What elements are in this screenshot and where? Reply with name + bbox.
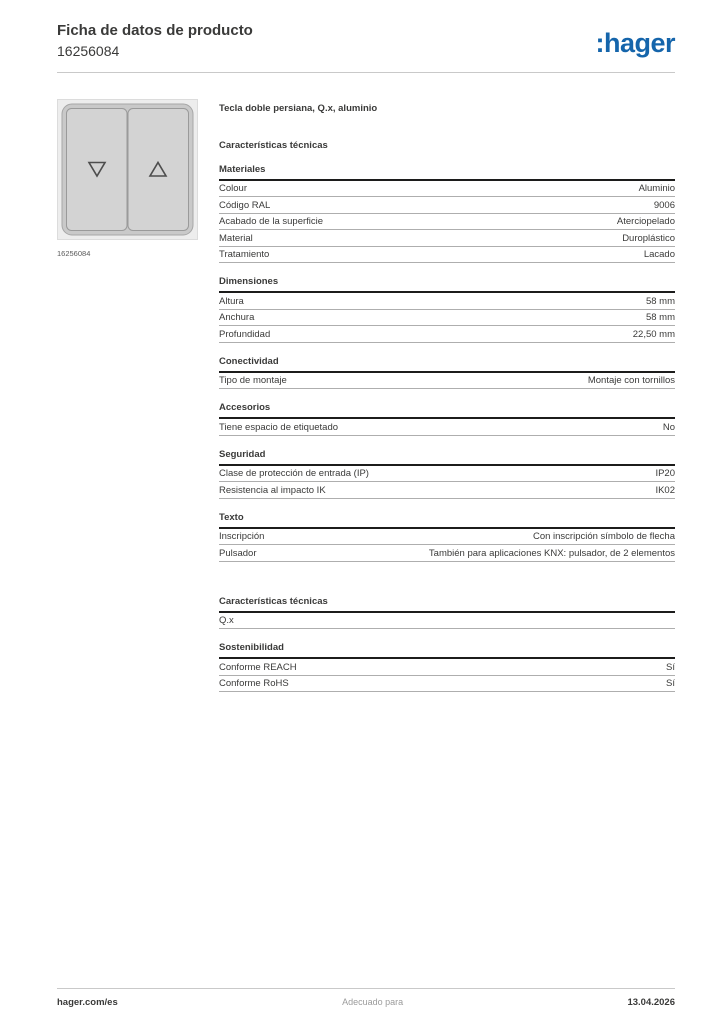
spec-row xyxy=(219,181,675,198)
spec-row-label: Clase de protección de entrada (IP) xyxy=(219,468,369,480)
spec-row-value: Lacado xyxy=(643,249,675,261)
spec-row xyxy=(219,293,675,310)
spec-row-label: Colour xyxy=(219,183,247,195)
content xyxy=(57,99,675,693)
spec-row-label: Tratamiento xyxy=(219,249,270,261)
spec-row-label: Tipo de montaje xyxy=(219,375,287,387)
spec-row xyxy=(219,529,675,546)
spec-section-title: Conectividad xyxy=(219,356,675,373)
spec-row-value: 22,50 mm xyxy=(632,328,675,340)
header-divider xyxy=(57,72,675,73)
footer xyxy=(57,988,675,1008)
header xyxy=(57,22,675,59)
spec-section xyxy=(219,164,675,264)
spec-row-value: Sí xyxy=(666,678,675,690)
page-title: Ficha de datos de producto xyxy=(57,22,253,39)
spec-row-value: Aterciopelado xyxy=(616,216,675,228)
spec-section xyxy=(219,356,675,390)
spec-section xyxy=(219,449,675,499)
spec-row-label: Conforme RoHS xyxy=(219,678,289,690)
spec-section-title: Accesorios xyxy=(219,402,675,419)
product-name: Tecla doble persiana, Q.x, aluminio xyxy=(219,102,378,114)
spec-row-value: No xyxy=(662,421,675,433)
spec-row-value: Duroplástico xyxy=(622,232,675,244)
spec-row-label: Material xyxy=(219,232,253,244)
spec-row xyxy=(219,676,675,693)
spec-section-title: Materiales xyxy=(219,164,675,181)
footer-suitable-for-label: Adecuado para xyxy=(342,997,404,1007)
spec-row-value: 58 mm xyxy=(645,312,675,324)
spec-row-label: Conforme REACH xyxy=(219,661,297,673)
product-image-caption: 16256084 xyxy=(57,248,91,258)
spec-column xyxy=(219,99,675,693)
spec-row xyxy=(219,482,675,499)
tech-characteristics-heading: Características técnicas xyxy=(219,139,328,151)
spec-row-label: Inscripción xyxy=(219,531,265,543)
header-text xyxy=(57,22,253,59)
footer-date: 13.04.2026 xyxy=(627,997,675,1008)
spec-row xyxy=(219,310,675,327)
spec-section xyxy=(219,512,675,562)
spec-row xyxy=(219,214,675,231)
spec-row xyxy=(219,326,675,343)
spec-row-label: Altura xyxy=(219,295,244,307)
product-image xyxy=(57,99,198,240)
spec-section-title: Dimensiones xyxy=(219,276,675,293)
spec-row-label: Resistencia al impacto IK xyxy=(219,484,326,496)
spec-section-title: Seguridad xyxy=(219,449,675,466)
spec-row xyxy=(219,247,675,264)
spec-row-value: Montaje con tornillos xyxy=(587,375,675,387)
spec-row-value: 9006 xyxy=(653,199,675,211)
product-image-column xyxy=(57,99,198,693)
spec-section xyxy=(219,402,675,436)
spec-row xyxy=(219,613,675,630)
spec-row-label: Acabado de la superficie xyxy=(219,216,324,228)
footer-website-link[interactable]: hager.com/es xyxy=(57,997,118,1008)
spec-row-value: IK02 xyxy=(655,484,675,496)
spec-section-title: Texto xyxy=(219,512,675,529)
spec-row xyxy=(219,230,675,247)
spec-row xyxy=(219,419,675,436)
spec-section-title: Características técnicas xyxy=(219,596,675,613)
spec-row xyxy=(219,197,675,214)
spec-section-title: Sostenibilidad xyxy=(219,642,675,659)
spec-row-label: Tiene espacio de etiquetado xyxy=(219,421,339,433)
spec-section xyxy=(219,276,675,343)
spec-row-label: Profundidad xyxy=(219,328,271,340)
spec-section xyxy=(219,642,675,692)
spec-row-label: Anchura xyxy=(219,312,255,324)
spec-row xyxy=(219,373,675,390)
spec-row-value: Sí xyxy=(666,661,675,673)
spec-row-value: También para aplicaciones KNX: pulsador, de 2 elementos xyxy=(428,547,675,559)
spec-row xyxy=(219,659,675,676)
spec-row xyxy=(219,466,675,483)
spec-row-label: Pulsador xyxy=(219,547,257,559)
spec-row-value: Aluminio xyxy=(638,183,675,195)
spec-row-value: 58 mm xyxy=(645,295,675,307)
spec-row-label: Q.x xyxy=(219,615,234,627)
spec-row-label: Código RAL xyxy=(219,199,271,211)
spec-row xyxy=(219,545,675,562)
spec-sections xyxy=(219,164,675,693)
product-id: 16256084 xyxy=(57,42,120,59)
spec-row-value: IP20 xyxy=(655,468,675,480)
spec-section xyxy=(219,596,675,630)
spec-row-value: Con inscripción símbolo de flecha xyxy=(532,531,675,543)
hager-logo: :hager xyxy=(595,28,675,58)
